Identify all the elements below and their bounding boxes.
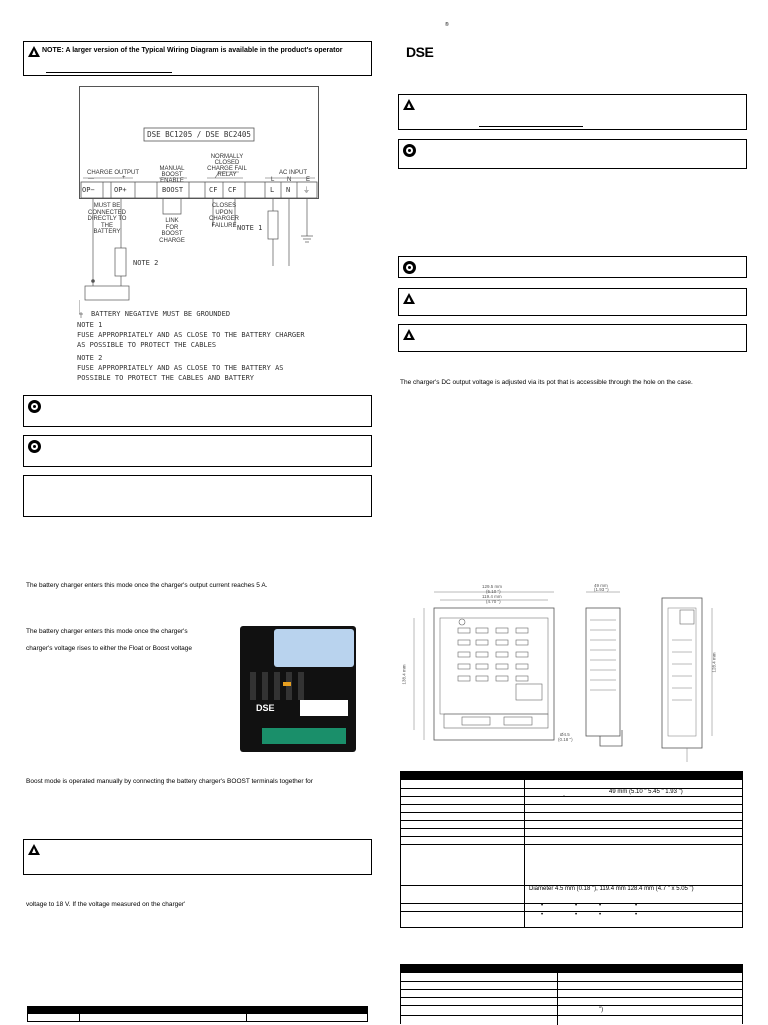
photo-vents xyxy=(250,672,310,700)
spec-table-1 xyxy=(400,771,743,928)
charge-output-label: CHARGE OUTPUT xyxy=(87,170,140,176)
link-underline[interactable] xyxy=(479,126,583,127)
dse-logo xyxy=(403,22,447,66)
note-text: NOTE: A larger version of the Typical Wiring Diagram is available in the product's operator xyxy=(42,47,343,54)
dim-height-outer: 138.4 mm xyxy=(401,664,407,685)
dim-hole-in: (0.18 ") xyxy=(558,737,573,742)
row-line xyxy=(401,812,742,813)
dimensions-cell: 49 mm (5.10 " 5.45 " 1.93 ") xyxy=(609,789,683,795)
bullet: • xyxy=(575,912,578,918)
row-line xyxy=(401,804,742,805)
normally-closed-label: NORMALLY CLOSED CHARGE FAIL RELAY xyxy=(207,154,247,178)
bullet: • xyxy=(541,912,544,918)
note-link-underline[interactable] xyxy=(46,72,172,73)
warning-box-right-1 xyxy=(398,94,747,130)
row-line xyxy=(401,844,742,845)
dim-width-outer-in: (5.10 ") xyxy=(486,589,501,594)
pot-adjust-text: The charger's DC output voltage is adjusted via its pot that is accessible through the hole on the case. xyxy=(400,379,693,386)
caution-icon xyxy=(28,400,41,413)
terminal-l: L xyxy=(270,186,275,194)
warning-box xyxy=(23,839,372,875)
logo-text: DSE xyxy=(406,44,434,60)
table-header xyxy=(401,772,742,780)
caution-box-right-1 xyxy=(398,139,747,169)
note2-line2: POSSIBLE TO PROTECT THE CABLES AND BATTERY xyxy=(77,374,255,382)
terminal-cf-2: CF xyxy=(228,186,237,194)
model-title: DSE BC1205 / DSE BC2405 xyxy=(147,130,251,139)
row-line xyxy=(401,989,742,990)
terminal-op-minus: OP− xyxy=(82,186,95,194)
caution-box-2 xyxy=(23,435,372,467)
terminal-boost: BOOST xyxy=(162,186,184,194)
photo-brand: DSE xyxy=(256,703,275,713)
last-cell-text: ") xyxy=(599,1007,604,1013)
row-line xyxy=(401,1005,742,1006)
row-line xyxy=(401,981,742,982)
note-box xyxy=(23,41,372,76)
bullet: • xyxy=(599,912,602,918)
table-row xyxy=(28,1014,368,1022)
paragraph-boost: Boost mode is operated manually by connecting the battery charger's BOOST terminals together for xyxy=(26,778,313,785)
photo-orange-led xyxy=(283,682,291,686)
note2-line1: FUSE APPROPRIATELY AND AS CLOSE TO THE BATTERY AS xyxy=(77,364,284,372)
caution-box-right-2 xyxy=(398,256,747,278)
dimension-drawings xyxy=(400,580,740,770)
caution-icon xyxy=(403,261,416,274)
spec-table-2 xyxy=(400,964,743,1024)
dim-depth-in: (1.93 ") xyxy=(594,587,609,592)
bullet: • xyxy=(635,912,638,918)
dim-hole: Ø4.5 xyxy=(560,732,570,737)
left-table xyxy=(27,1006,368,1022)
note2-title: NOTE 2 xyxy=(77,354,103,362)
warning-box-right-2 xyxy=(398,288,747,316)
dim-depth: 49 mm xyxy=(594,583,608,588)
l-label: L xyxy=(271,177,275,183)
photo-rating-label xyxy=(300,700,348,716)
terminal-op-plus: OP+ xyxy=(114,186,127,194)
warning-icon xyxy=(403,293,415,304)
link-for-boost-label: LINK FOR BOOST CHARGE xyxy=(159,218,185,244)
wiring-diagram xyxy=(79,86,319,386)
must-be-connected-label: MUST BE CONNECTED DIRECTLY TO THE BATTERY xyxy=(87,203,127,235)
mounting-cell: Diameter 4.5 mm (0.18 "), 119.4 mm 128.4 mm (4.7 " x 5.05 ") xyxy=(529,886,694,892)
row-line xyxy=(401,796,742,797)
paragraph-mode-line1: The battery charger enters this mode once the charger's xyxy=(26,628,188,635)
row-line xyxy=(401,788,742,789)
row-line xyxy=(401,1015,742,1016)
n-label: N xyxy=(287,177,292,183)
dim-width-inner-in: (4.70 ") xyxy=(486,599,501,604)
caution-icon xyxy=(403,144,416,157)
product-photo xyxy=(240,626,356,752)
warning-icon xyxy=(28,844,40,855)
row-line xyxy=(401,903,742,904)
caution-icon xyxy=(28,440,41,453)
dim-height-inner: 128.4 mm xyxy=(711,652,717,673)
note1-title: NOTE 1 xyxy=(77,321,103,329)
minus-label: — xyxy=(88,176,94,182)
paragraph-current-limit: The battery charger enters this mode once the charger's output current reaches 5 A. xyxy=(26,582,268,589)
caution-box-1 xyxy=(23,395,372,427)
terminal-n: N xyxy=(286,186,291,194)
photo-terminal-block xyxy=(262,728,346,744)
table-header xyxy=(401,965,742,973)
warning-icon xyxy=(403,99,415,110)
terminal-earth: ⏚ xyxy=(303,186,310,194)
photo-label-sticker xyxy=(274,629,354,667)
row-line xyxy=(401,911,742,912)
bullet: • xyxy=(541,903,544,909)
table-col-divider xyxy=(557,965,558,1025)
table-header-row xyxy=(28,1007,368,1014)
dim-width-outer: 129.5 mm xyxy=(482,584,503,589)
warning-box-right-3 xyxy=(398,324,747,352)
trademark: ® xyxy=(445,22,449,28)
note1-tag: NOTE 1 xyxy=(237,224,263,232)
note2-tag: NOTE 2 xyxy=(133,259,159,267)
closes-upon-label: CLOSES UPON CHARGER FAILURE xyxy=(208,203,239,229)
dim-width-inner: 119.4 mm xyxy=(482,594,502,599)
warning-icon xyxy=(403,329,415,340)
row-line xyxy=(401,836,742,837)
note1-line1: FUSE APPROPRIATELY AND AS CLOSE TO THE BATTERY CHARGER xyxy=(77,331,305,339)
row-line xyxy=(401,997,742,998)
ac-input-label: AC INPUT xyxy=(279,170,308,176)
e-label: E xyxy=(306,177,311,183)
paragraph-voltage: voltage to 18 V. If the voltage measured on the charger' xyxy=(26,901,186,908)
note1-line2: AS POSSIBLE TO PROTECT THE CABLES xyxy=(77,341,217,349)
row-line xyxy=(401,820,742,821)
bullet: • xyxy=(635,903,638,909)
plus-label: + xyxy=(122,175,126,181)
warning-icon xyxy=(28,46,40,57)
battery-negative-note: BATTERY NEGATIVE MUST BE GROUNDED xyxy=(91,310,231,318)
bullet: • xyxy=(575,903,578,909)
row-line xyxy=(401,828,742,829)
terminal-cf-1: CF xyxy=(209,186,218,194)
bullet: • xyxy=(599,903,602,909)
manual-boost-label: MANUAL BOOST ENABLE xyxy=(159,166,185,184)
quote-mark: " xyxy=(563,796,566,802)
empty-box xyxy=(23,475,372,517)
paragraph-mode-line2: charger's voltage rises to either the Float or Boost voltage xyxy=(26,645,192,652)
